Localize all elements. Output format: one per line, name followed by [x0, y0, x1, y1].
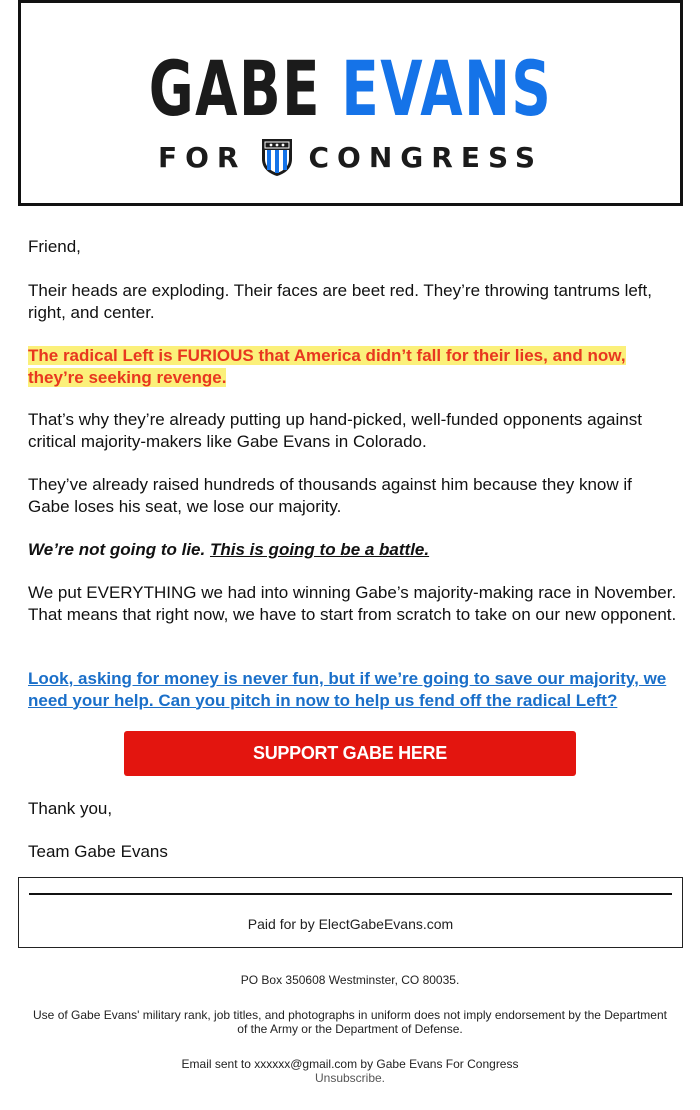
- emphasis-line: [28, 539, 678, 561]
- logo-first-name: GABE: [148, 44, 321, 133]
- mailing-address: PO Box 350608 Westminster, CO 80035.: [240, 973, 460, 987]
- footer-divider: [29, 893, 672, 895]
- support-gabe-button[interactable]: SUPPORT GABE HERE: [124, 731, 576, 776]
- signoff: Thank you,: [28, 799, 113, 818]
- paragraph-1: Their heads are exploding. Their faces are beet red. They’re throwing tantrums left, right, and center.: [28, 281, 652, 322]
- signature: Team Gabe Evans: [28, 842, 168, 861]
- unsubscribe-line: [28, 1071, 672, 1085]
- paragraph-3: They’ve already raised hundreds of thousands against him because they know if Gabe loses his seat, we lose our majority.: [28, 475, 632, 516]
- logo-subtitle: [21, 137, 680, 177]
- paragraph-4: We put EVERYTHING we had into winning Gabe’s majority-making race in November. That means that right now, we have to start from scratch to take on our new opponent.: [28, 583, 677, 624]
- logo-name: [113, 44, 587, 133]
- greeting: Friend,: [28, 237, 81, 256]
- highlight-text: The radical Left is FURIOUS that America didn’t fall for their lies, and now, they’re seeking revenge.: [28, 346, 626, 387]
- emphasis-underlined: This is going to be a battle.: [209, 540, 430, 559]
- donate-link[interactable]: Look, asking for money is never fun, but if we’re going to save our majority, we need your help. Can you pitch in now to help us fend off the radical Left?: [28, 669, 667, 710]
- sent-to-line: Email sent to xxxxxx@gmail.com by Gabe Evans For Congress: [181, 1057, 519, 1071]
- logo-last-name: EVANS: [341, 44, 553, 133]
- military-disclaimer: Use of Gabe Evans' military rank, job titles, and photographs in uniform does not imply endorsement by the Department of the Army or the Department of Defense.: [33, 1008, 667, 1036]
- logo-sub-right: CONGRESS: [308, 140, 544, 174]
- shield-icon: [260, 137, 294, 177]
- highlight-paragraph: [28, 345, 678, 388]
- unsubscribe-link[interactable]: Unsubscribe.: [314, 1071, 386, 1085]
- logo-sub-left: FOR: [157, 140, 247, 174]
- donate-link-paragraph: [28, 668, 678, 711]
- paid-for-text: Paid for by ElectGabeEvans.com: [247, 916, 454, 932]
- paragraph-2: That’s why they’re already putting up hand-picked, well-funded opponents against critical majority-makers like Gabe Evans in Colorado.: [28, 410, 642, 451]
- paid-for-box: [18, 877, 683, 948]
- header-logo-box: [18, 0, 683, 206]
- emphasis-plain: We’re not going to lie.: [28, 540, 206, 559]
